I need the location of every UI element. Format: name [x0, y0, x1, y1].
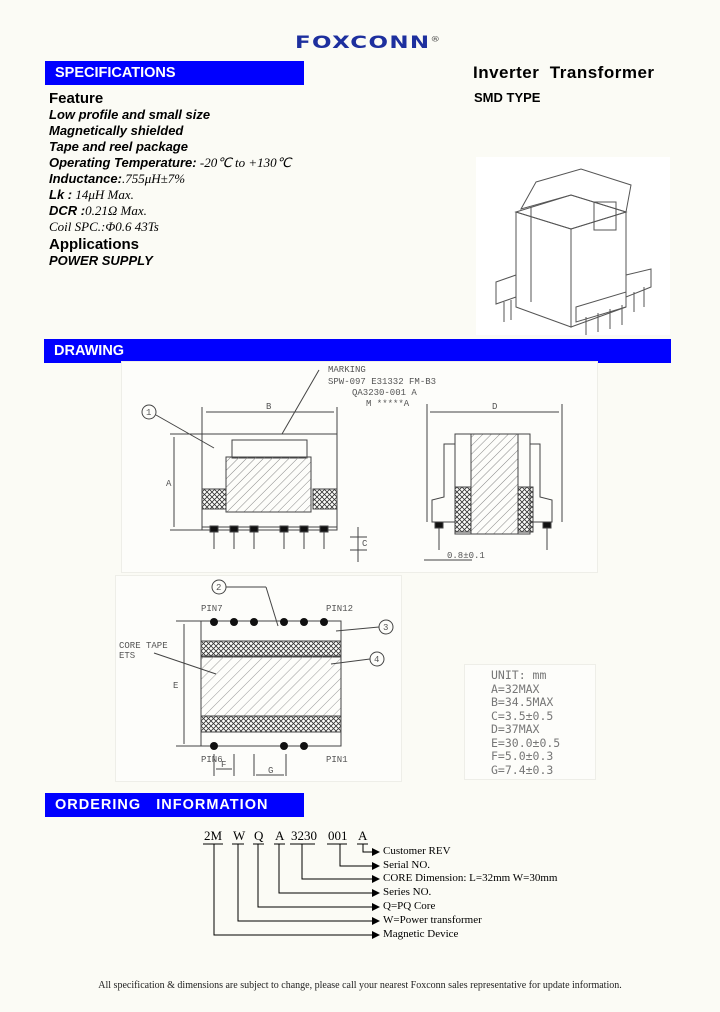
spec-value: -20℃ to +130℃ — [196, 155, 292, 170]
footer-disclaimer: All specification & dimensions are subject to change, please call your nearest Foxconn sales representative for update information. — [98, 980, 622, 991]
desc-customer-rev: Customer REV — [383, 845, 451, 857]
desc-transformer-type: W=Power transformer — [383, 914, 482, 926]
dim-d-value: D=37MAX — [491, 722, 540, 736]
spec-value: .755μH±7% — [121, 171, 186, 186]
dim-f-value: F=5.0±0.3 — [491, 749, 554, 763]
marking-line: M *****A — [366, 399, 410, 409]
callout-4: 4 — [374, 655, 380, 665]
applications-heading: Applications — [49, 236, 140, 253]
lead-dimension: 0.8±0.1 — [447, 551, 485, 561]
marking-label: MARKING — [328, 365, 366, 375]
technical-drawing-icon — [122, 362, 597, 572]
spec-lk — [49, 187, 291, 203]
spec-dcr — [49, 203, 291, 219]
code-part-core: Q — [254, 828, 264, 843]
dimension-table — [464, 664, 596, 780]
dim-d-label: D — [492, 402, 498, 412]
spec-value: 14μH Max. — [72, 187, 134, 202]
spec-label: Inductance: — [49, 171, 122, 186]
front-side-view-drawing — [121, 361, 598, 573]
spec-value: 0.21Ω Max. — [85, 203, 147, 218]
desc-core-type: Q=PQ Core — [383, 900, 436, 912]
dim-e-value: E=30.0±0.5 — [491, 735, 561, 750]
drawing-banner: DRAWING — [44, 339, 671, 363]
marking-line: QA3230-001 A — [352, 388, 417, 398]
desc-series: Series NO. — [383, 886, 432, 898]
spec-operating-temp — [49, 155, 291, 171]
units-label: UNIT: mm — [491, 668, 547, 682]
bottom-view-drawing — [115, 575, 402, 782]
pin7-label: PIN7 — [201, 604, 223, 614]
dim-e-label: E — [173, 681, 179, 691]
ordering-code-diagram — [200, 826, 560, 944]
dim-a-label: A — [166, 479, 172, 489]
product-subtitle: SMD TYPE — [474, 90, 541, 105]
specifications-banner: SPECIFICATIONS — [45, 61, 304, 85]
dim-g-label: G — [268, 766, 274, 776]
dim-c-label: C — [362, 539, 368, 549]
callout-1: 1 — [146, 408, 152, 418]
dim-f-label: F — [221, 760, 227, 770]
callout-3: 3 — [383, 623, 389, 633]
core-tape-label: CORE TAPE — [119, 641, 168, 651]
dim-b-label: B — [266, 402, 272, 412]
dim-a-value: A=32MAX — [491, 681, 540, 696]
feature-item: Magnetically shielded — [49, 123, 184, 138]
pin12-label: PIN12 — [326, 604, 354, 614]
product-image — [476, 157, 670, 335]
code-part-rev: A — [358, 828, 368, 843]
brand-name: FOXCONN — [295, 33, 431, 53]
code-part-series: A — [275, 828, 285, 843]
ordering-banner: ORDERING INFORMATION — [45, 793, 304, 817]
foxconn-logo — [295, 33, 441, 53]
spec-label: Lk : — [49, 187, 73, 202]
feature-item: Low profile and small size — [49, 107, 211, 122]
pin6-label: PIN6 — [201, 755, 223, 765]
feature-heading: Feature — [49, 90, 104, 107]
code-part-serial: 001 — [328, 828, 348, 843]
dim-c-value: C=3.5±0.5 — [491, 708, 554, 723]
application-item: POWER SUPPLY — [49, 253, 153, 268]
pin1-label: PIN1 — [326, 755, 348, 765]
desc-core-dimension: CORE Dimension: L=32mm W=30mm — [383, 872, 558, 884]
dim-g-value: G=7.4±0.3 — [491, 762, 554, 777]
bottom-view-icon — [116, 576, 401, 781]
core-tape-material: ETS — [119, 651, 136, 661]
spec-inductance — [49, 171, 291, 187]
code-part-magnetic: 2M — [204, 828, 223, 843]
feature-section — [49, 90, 291, 269]
transformer-illustration-icon — [476, 157, 670, 335]
desc-serial: Serial NO. — [383, 859, 431, 871]
code-part-type: W — [233, 828, 246, 843]
callout-2: 2 — [216, 583, 222, 593]
product-title: Inverter Transformer — [473, 63, 655, 82]
spec-label: DCR : — [49, 203, 86, 218]
spec-coil: Coil SPC.:Φ0.6 43Ts — [49, 219, 159, 234]
desc-magnetic-device: Magnetic Device — [383, 928, 459, 940]
marking-line: SPW-097 E31332 FM-B3 — [328, 377, 437, 387]
registered-mark: ® — [430, 35, 442, 44]
spec-label: Operating Temperature: — [49, 155, 197, 170]
dim-b-value: B=34.5MAX — [491, 695, 554, 709]
code-part-core-dim: 3230 — [291, 828, 317, 843]
feature-item: Tape and reel package — [49, 139, 188, 154]
